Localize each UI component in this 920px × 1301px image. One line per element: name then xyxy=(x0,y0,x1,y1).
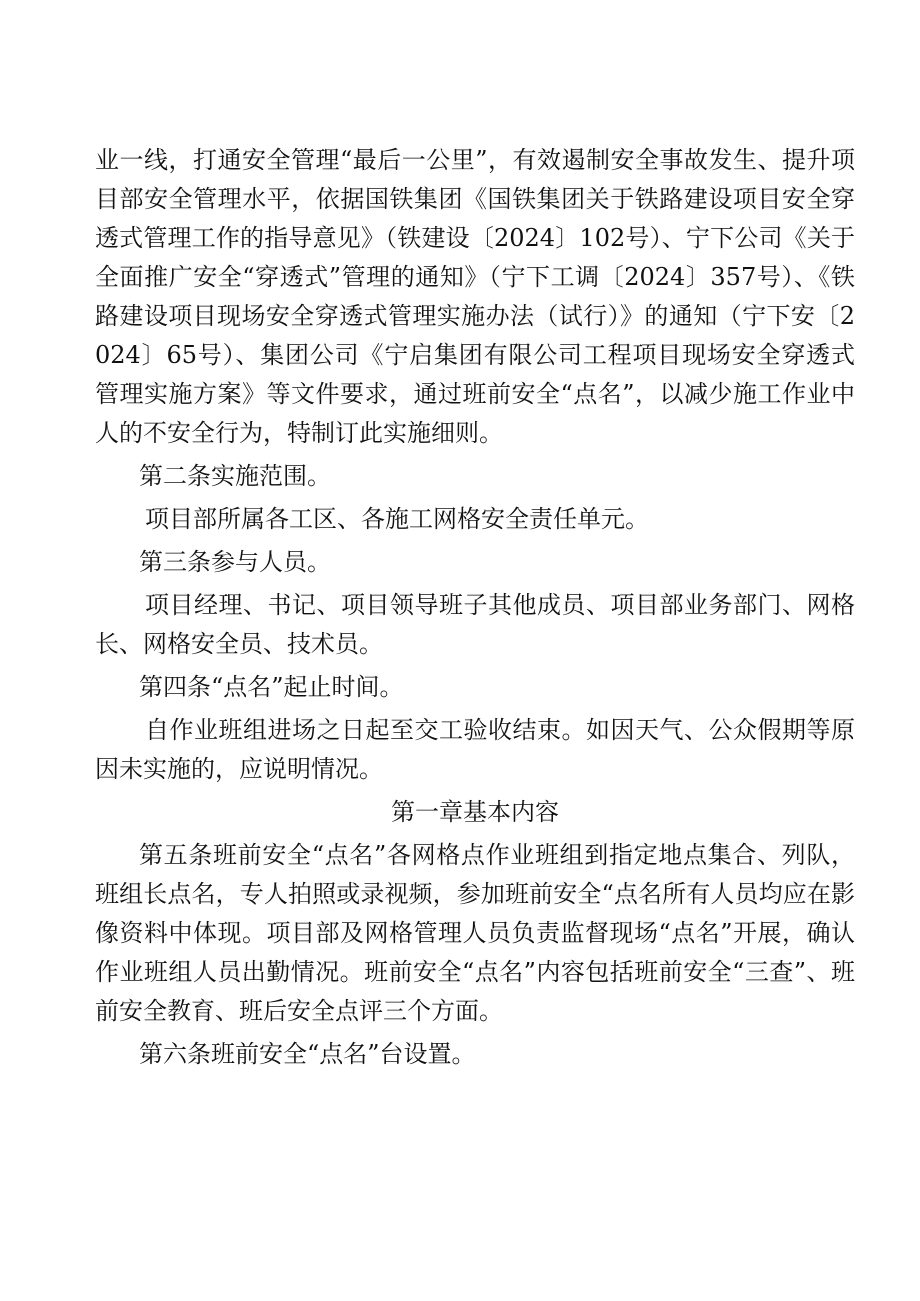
intro-paragraph: 业一线，打通安全管理“最后一公里”，有效遏制安全事故发生、提升项目部安全管理水平，依据国铁集团《国铁集团关于铁路建设项目安全穿透式管理工作的指导意见》（铁建设〔2024〕102号）、宁下公司《关于全面推广安全“穿透式”管理的通知》（宁下工调〔2024〕357号）、《铁路建设项目现场安全穿透式管理实施办法（试行）》的通知（宁下安〔2024〕65号）、集团公司《宁启集团有限公司工程项目现场安全穿透式管理实施方案》等文件要求，通过班前安全“点名”，以减少施工作业中人的不安全行为，特制订此实施细则。 xyxy=(95,146,855,447)
article-4-heading: 第四条“点名”起止时间。 xyxy=(139,673,404,701)
article-6-heading: 第六条班前安全“点名”台设置。 xyxy=(139,1040,476,1068)
article-3-body: 项目经理、书记、项目领导班子其他成员、项目部业务部门、网格长、网格安全员、技术员。 xyxy=(95,591,855,658)
document-body xyxy=(95,141,855,1078)
chapter-1-title: 第一章基本内容 xyxy=(391,798,559,826)
article-2-body: 项目部所属各工区、各施工网格安全责任单元。 xyxy=(145,505,649,533)
article-2-heading: 第二条实施范围。 xyxy=(139,462,331,490)
article-5-paragraph: 第五条班前安全“点名”各网格点作业班组到指定地点集合、列队，班组长点名，专人拍照或录视频，参加班前安全“点名所有人员均应在影像资料中体现。项目部及网格管理人员负责监督现场“点名”开展，确认作业班组人员出勤情况。班前安全“点名”内容包括班前安全“三查”、班前安全教育、班后安全点评三个方面。 xyxy=(95,841,855,1025)
article-3-heading: 第三条参与人员。 xyxy=(139,548,331,576)
article-4-body: 自作业班组进场之日起至交工验收结束。如因天气、公众假期等原因未实施的，应说明情况。 xyxy=(95,716,855,783)
